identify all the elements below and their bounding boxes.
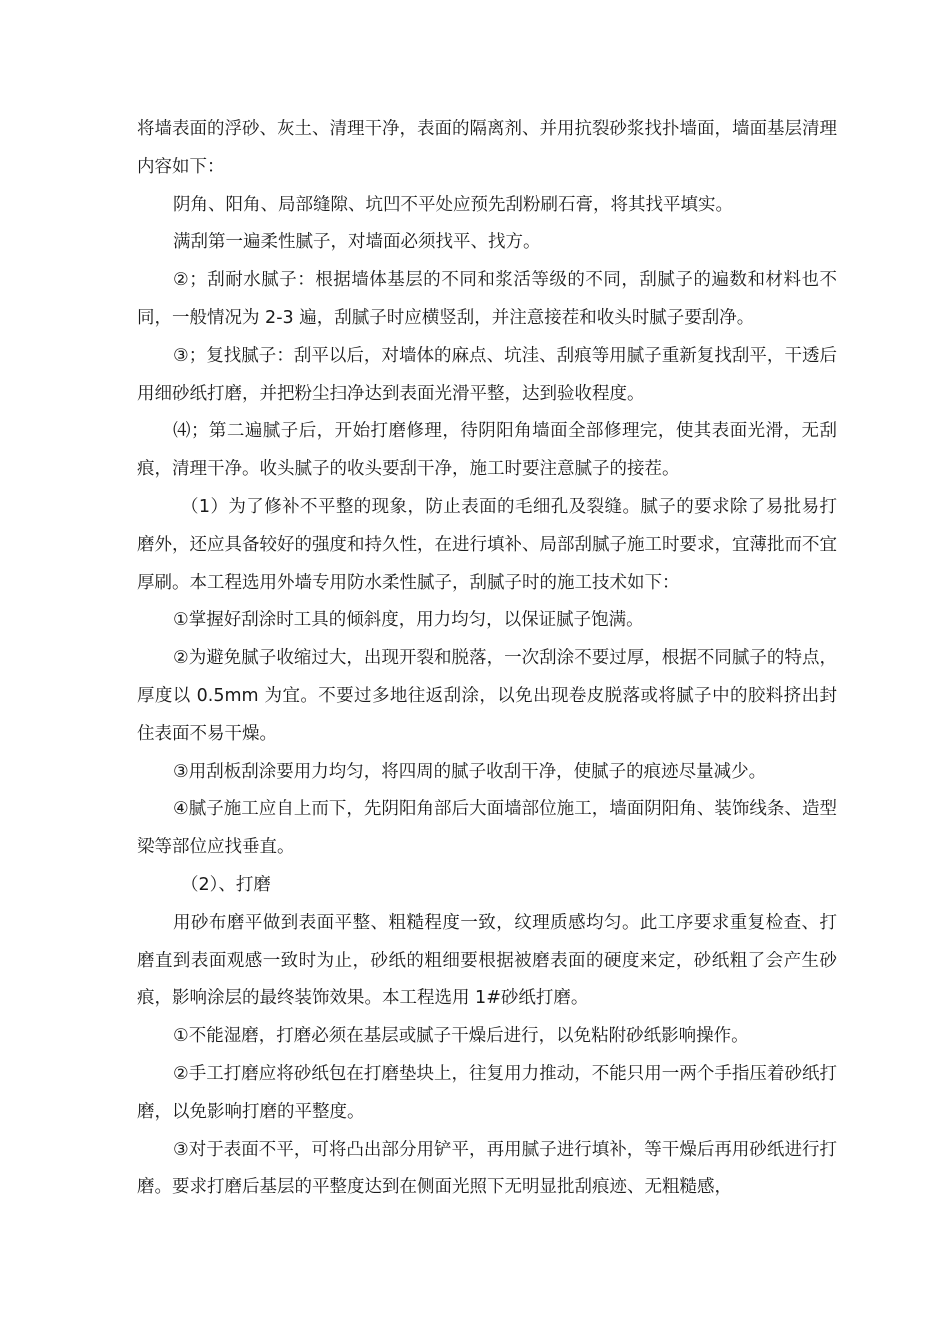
paragraph-no-wet-sanding: ①不能湿磨，打磨必须在基层或腻子干燥后进行，以免粘附砂纸影响操作。 bbox=[173, 1026, 749, 1047]
paragraph-tool-angle: ①掌握好刮涂时工具的倾斜度，用力均匀，以保证腻子饱满。 bbox=[173, 610, 644, 631]
paragraph-waterproof-putty: ②；刮耐水腻子：根据墙体基层的不同和浆活等级的不同，刮腻子的遍数和材料也不同，一般情况为 2-3 遍，刮腻子时应横竖刮，并注意接茬和收头时腻子要刮净。 bbox=[137, 270, 837, 328]
paragraph-first-putty: 满刮第一遍柔性腻子，对墙面必须找平、找方。 bbox=[173, 232, 541, 253]
paragraph-recheck-putty: ③；复找腻子：刮平以后，对墙体的麻点、坑洼、刮痕等用腻子重新复找刮平，干透后用细砂纸打磨，并把粉尘扫净达到表面光滑平整，达到验收程度。 bbox=[137, 345, 837, 404]
paragraph-avoid-shrink: ②为避免腻子收缩过大，出现开裂和脱落，一次刮涂不要过厚，根据不同腻子的特点，厚度以 0.5mm 为宜。不要过多地往返刮涂，以免出现卷皮脱落或将腻子中的胶料挤出封住表面不易干燥。 bbox=[137, 648, 837, 744]
paragraph-section-1: （1）为了修补不平整的现象，防止表面的毛细孔及裂缝。腻子的要求除了易批易打磨外，还应具备较好的强度和持久性，在进行填补、局部刮腻子施工时要求，宜薄批而不宜厚刷。本工程选用外墙专用防水柔性腻子，刮腻子时的施工技术如下： bbox=[137, 496, 837, 593]
paragraph-hand-sanding: ②手工打磨应将砂纸包在打磨垫块上，往复用力推动，不能只用一两个手指压着砂纸打磨，以免影响打磨的平整度。 bbox=[137, 1063, 837, 1122]
paragraph-uneven-surface: ③对于表面不平，可将凸出部分用铲平，再用腻子进行填补，等干燥后再用砂纸进行打磨。要求打磨后基层的平整度达到在侧面光照下无明显批刮痕迹、无粗糙感， bbox=[137, 1139, 837, 1198]
paragraph-section-2-heading: （2）、打磨 bbox=[181, 874, 271, 895]
paragraph-top-down: ④腻子施工应自上而下，先阴阳角部后大面墙部位施工，墙面阴阳角、装饰线条、造型梁等部位应找垂直。 bbox=[137, 799, 837, 858]
paragraph-second-putty: ⑷；第二遍腻子后，开始打磨修理，待阴阳角墙面全部修理完，使其表面光滑，无刮痕，清理干净。收头腻子的收头要刮干净，施工时要注意腻子的接茬。 bbox=[137, 421, 837, 480]
document-body bbox=[137, 111, 837, 1207]
paragraph-corner-fill: 阴角、阳角、局部缝隙、坑凹不平处应预先刮粉刷石膏，将其找平填实。 bbox=[173, 194, 733, 215]
paragraph-scraper-even: ③用刮板刮涂要用力均匀，将四周的腻子收刮干净，使腻子的痕迹尽量减少。 bbox=[173, 761, 767, 782]
paragraph-base-cleaning: 将墙表面的浮砂、灰土、清理干净，表面的隔离剂、并用抗裂砂浆找扑墙面，墙面基层清理内容如下： bbox=[137, 119, 837, 177]
paragraph-sanding-intro: 用砂布磨平做到表面平整、粗糙程度一致，纹理质感均匀。此工序要求重复检查、打磨直到表面观感一致时为止，砂纸的粗细要根据被磨表面的硬度来定，砂纸粗了会产生砂痕，影响涂层的最终装饰效果。本工程选用 1#砂纸打磨。 bbox=[137, 912, 837, 1009]
